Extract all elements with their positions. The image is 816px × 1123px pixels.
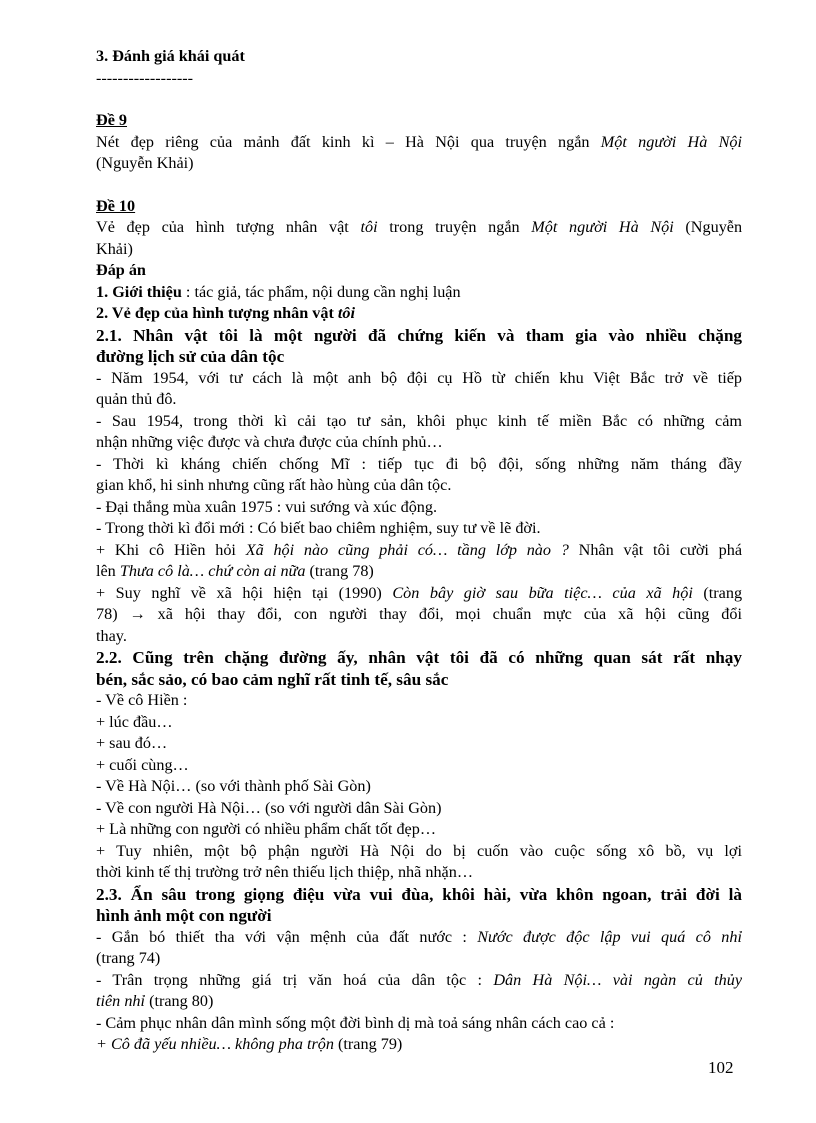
subsection-2-1-title-cont: đường lịch sử của dân tộc [96,347,285,366]
bullet-line: + lúc đầu… [96,712,173,731]
bullet-line: + Khi cô Hiền hỏi Xã hội nào cũng phải có… tầng lớp nào ? Nhân vật tôi cười phá [96,540,743,559]
bullet-line: - Sau 1954, trong thời kì cải tạo tư sản, khôi phục kinh tế miền Bắc có những cảm [96,411,742,430]
answer-point-2: 2. Vẻ đẹp của hình tượng nhân vật tôi [96,304,356,322]
bullet-line: + Suy nghĩ về xã hội hiện tại (1990) Còn bây giờ sau bữa tiệc… của xã hội (trang [96,583,743,602]
subsection-2-3-title: 2.3. Ẩn sâu trong giọng điệu vừa vui đùa, khôi hài, vừa khôn ngoan, trải đời là [96,884,742,904]
bullet-line: - Gắn bó thiết tha với vận mệnh của đất nước : Nước được độc lập vui quá cô nhỉ [96,927,742,946]
exercise-9-author: (Nguyễn Khải) [96,154,194,172]
exercise-10-prompt-cont: Khải) [96,239,133,258]
exercise-9-heading: Đề 9 [96,111,128,129]
bullet-line: lên Thưa cô là… chứ còn ai nữa (trang 78) [96,562,374,580]
bullet-line: + sau đó… [96,734,168,752]
page-number: 102 [708,1058,734,1077]
bullet-line: + Là những con người có nhiều phẩm chất tốt đẹp… [96,820,437,838]
bullet-line: gian khổ, hi sinh nhưng cũng rất hào hùng của dân tộc. [96,476,452,494]
bullet-line: - Về Hà Nội… (so với thành phố Sài Gòn) [96,777,371,795]
bullet-line: 78) → xã hội thay đổi, con người thay đổi, mọi chuẩn mực của xã hội cũng đổi [96,605,742,623]
bullet-line: - Trân trọng những giá trị văn hoá của dân tộc : Dân Hà Nội… vài ngàn củ thủy [96,970,742,989]
bullet-line: - Về cô Hiền : [96,691,188,709]
subsection-2-3-title-cont: hình ảnh một con người [96,906,272,925]
subsection-2-2-title-cont: bén, sắc sảo, có bao cảm nghĩ rất tinh tế, sâu sắc [96,669,449,689]
bullet-line: thay. [96,626,127,645]
bullet-line: - Đại thắng mùa xuân 1975 : vui sướng và xúc động. [96,497,438,516]
answer-heading: Đáp án [96,261,146,279]
bullet-line: thời kinh tế thị trường trở nên thiếu lịch thiệp, nhã nhặn… [96,863,474,881]
bullet-line: - Cảm phục nhân dân mình sống một đời bình dị mà toả sáng nhân cách cao cả : [96,1013,615,1032]
exercise-9-prompt: Nét đẹp riêng của mảnh đất kinh kì – Hà Nội qua truyện ngắn Một người Hà Nội [96,132,743,151]
bullet-line: - Thời kì kháng chiến chống Mĩ : tiếp tục đi bộ đội, sống những năm tháng đầy [96,454,742,473]
bullet-line: - Về con người Hà Nội… (so với người dân Sài Gòn) [96,798,442,817]
bullet-line: (trang 74) [96,949,161,967]
bullet-line: nhận những việc được và chưa được của chính phủ… [96,433,443,451]
document-page [96,46,742,1056]
subsection-2-1-title: 2.1. Nhân vật tôi là một người đã chứng kiến và tham gia vào nhiều chặng [96,325,742,345]
answer-point-1: 1. Giới thiệu : tác giả, tác phẩm, nội dung cần nghị luận [96,282,461,301]
bullet-line: + cuối cùng… [96,755,189,774]
exercise-10-heading: Đề 10 [96,196,136,215]
subsection-2-2-title: 2.2. Cũng trên chặng đường ấy, nhân vật tôi đã có những quan sát rất nhạy [96,648,742,667]
bullet-line: - Trong thời kì đổi mới : Có biết bao chiêm nghiệm, suy tư về lẽ đời. [96,519,541,537]
separator-rule: ------------------ [96,68,194,87]
bullet-line: - Năm 1954, với tư cách là một anh bộ đội cụ Hồ từ chiến khu Việt Bắc trở về tiếp [96,368,742,387]
section-title: 3. Đánh giá khái quát [96,47,245,65]
bullet-line: + Cô đã yếu nhiều… không pha trộn (trang 79) [96,1035,403,1053]
exercise-10-prompt: Vẻ đẹp của hình tượng nhân vật tôi trong truyện ngắn Một người Hà Nội (Nguyễn [96,218,743,236]
bullet-line: + Tuy nhiên, một bộ phận người Hà Nội do bị cuốn vào cuộc sống xô bồ, vụ lợi [96,841,742,860]
bullet-line: quản thủ đô. [96,390,177,408]
bullet-line: tiên nhỉ (trang 80) [96,992,214,1010]
